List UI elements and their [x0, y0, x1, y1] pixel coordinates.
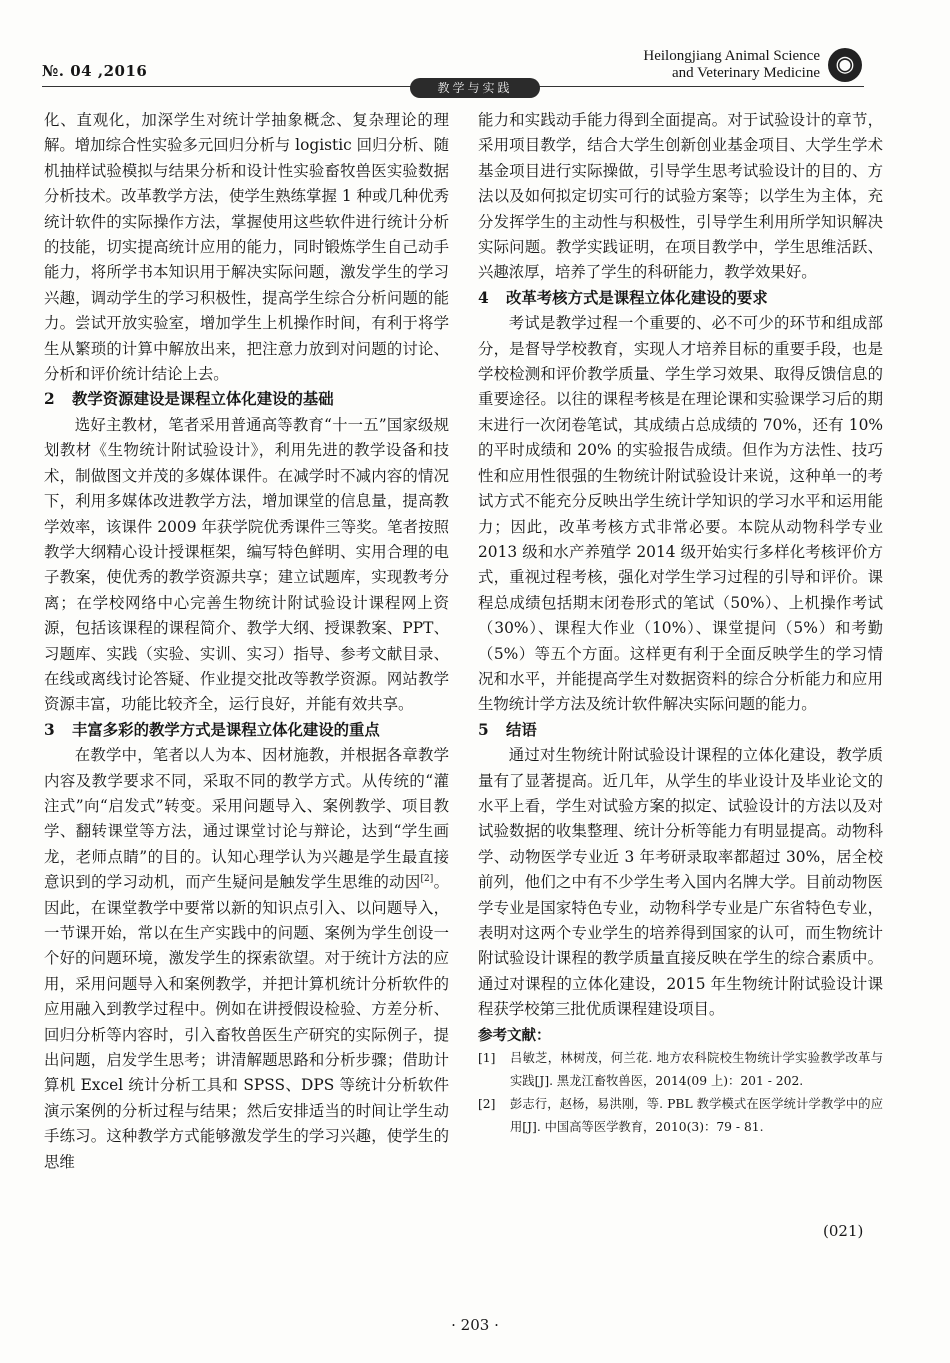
section-label: 教学与实践: [410, 78, 540, 98]
paragraph-text: 在教学中，笔者以人为本、因材施教，并根据各章教学内容及教学要求不同，采取不同的教学方式。从传统的“灌注式”向“启发式”转变。采用问题导入、案例教学、项目教学、翻转课堂等方法，通过课堂讨论与辩论，达到“学生画龙，老师点睛”的目的。认知心理学认为兴趣是学生最直接意识到的学习动机，而产生疑问是触发学生思维的动因: [44, 746, 449, 892]
section-heading-5: [478, 718, 883, 743]
paragraph: 能力和实践动手能力得到全面提高。对于试验设计的章节，采用项目教学，结合大学生创新创业基金项目、大学生学术基金项目进行实际操做，引导学生思考试验设计的目的、方法以及如何拟定切实可行的试验方案等；以学生为主体，充分发挥学生的主动性与积极性，引导学生利用所学知识解决实际问题。教学实践证明，在项目教学中，学生思维活跃、兴趣浓厚，培养了学生的科研能力，教学效果好。: [478, 111, 883, 282]
document-number: (021): [823, 1222, 864, 1240]
reference-number: [2]: [478, 1096, 496, 1111]
reference-text: 彭志行，赵杨，易洪刚，等. PBL 教学模式在医学统计学教学中的应用[J]. 中国高等医学教育，2010(3)：79 - 81.: [510, 1096, 883, 1134]
section-heading-4: [478, 286, 883, 311]
section-number: 2: [44, 390, 55, 409]
section-title: 教学资源建设是课程立体化建设的基础: [72, 390, 334, 409]
journal-logo-icon: ◉: [828, 48, 862, 82]
paragraph: 选好主教材，笔者采用普通高等教育“十一五”国家级规划教材《生物统计附试验设计》，利用先进的教学设备和技术，制做图文并茂的多媒体课件。在减学时不减内容的情况下，利用多媒体改进教学方法，增加课堂的信息量，提高教学效率，该课件 2009 年获学院优秀课件三等奖。笔者按照教学大纲精心设计授课框架，编写特色鲜明、实用合理的电子教案，使优秀的教学资源共享；建立试题库，实现教考分离；在学校网络中心完善生物统计附试验设计课程网上资源，包括该课程的课程简介、教学大纲、授课教案、PPT、习题库、实践（实验、实训、实习）指导、参考文献目录、在线或离线讨论答疑、作业提交批改等教学资源。网站教学资源丰富，功能比较齐全，运行良好，并能有效共享。: [44, 415, 449, 714]
section-heading-2: [44, 387, 449, 412]
paragraph: 化、直观化，加深学生对统计学抽象概念、复杂理论的理解。增加综合性实验多元回归分析与 logistic 回归分析、随机抽样试验模拟与结果分析和设计性实验畜牧兽医实验数据分析技术。改革教学方法，使学生熟练掌握 1 种或几种优秀统计软件的实际操作方法，掌握使用这些软件进行统计分析的技能，切实提高统计应用的能力，同时锻炼学生自己动手能力，将所学书本知识用于解决实际问题，激发学生的学习兴趣，调动学生的学习积极性，提高学生综合分析问题的能力。尝试开放实验室，增加学生上机操作时间，有利于将学生从繁琐的计算中解放出来，把注意力放到对问题的讨论、分析和评价统计结论上去。: [44, 111, 449, 384]
reference-item: [478, 1047, 883, 1093]
page-number: · 203 ·: [451, 1316, 499, 1334]
left-column: [44, 108, 449, 1175]
issue-number: №. 04 ,2016: [42, 62, 148, 80]
section-number: 5: [478, 720, 489, 739]
journal-name: [643, 48, 820, 82]
journal-name-line1: Heilongjiang Animal Science: [643, 48, 820, 64]
section-number: 3: [44, 720, 55, 739]
section-number: 4: [478, 288, 489, 307]
paragraph-text: 。因此，在课堂教学中要常以新的知识点引入、以问题导入，一节课开始，常以在生产实践中的问题、案例为学生创设一个好的问题环境，激发学生的探索欲望。对于统计方法的应用，采用问题导入和案例教学，并把计算机统计分析软件的应用融入到教学过程中。例如在讲授假设检验、方差分析、回归分析等内容时，引入畜牧兽医生产研究的实际例子，提出问题，启发学生思考；讲清解题思路和分析步骤；借助计算机 Excel 统计分析工具和 SPSS、DPS 等统计分析软件演示案例的分析过程与结果；然后安排适当的时间让学生动手练习。这种教学方式能够激发学生的学习兴趣，使学生的思维: [44, 873, 449, 1171]
references-heading: 参考文献：: [478, 1027, 551, 1044]
section-heading-3: [44, 718, 449, 743]
section-title: 结语: [506, 720, 537, 739]
section-title: 丰富多彩的教学方式是课程立体化建设的重点: [72, 720, 380, 739]
reference-number: [1]: [478, 1050, 496, 1065]
right-column: [478, 108, 883, 1139]
reference-text: 吕敏芝，林树茂，何兰花. 地方农科院校生物统计学实验教学改革与实践[J]. 黑龙江畜牧兽医，2014(09 上)：201 - 202.: [510, 1050, 883, 1088]
section-title: 改革考核方式是课程立体化建设的要求: [506, 288, 768, 307]
paragraph: 通过对生物统计附试验设计课程的立体化建设，教学质量有了显著提高。近几年，从学生的毕业设计及毕业论文的水平上看，学生对试验方案的拟定、试验设计的方法以及对试验数据的收集整理、统计分析等能力有明显提高。动物科学、动物医学专业近 3 年考研录取率都超过 30%，居全校前列，他们之中有不少学生考入国内名牌大学。目前动物医学专业是国家特色专业，动物科学专业是广东省特色专业，表明对这两个专业学生的培养得到国家的认可，而生物统计附试验设计课程的教学质量直接反映在学生的综合素质中。通过对课程的立体化建设，2015 年生物统计附试验设计课程获学校第三批优质课程建设项目。: [478, 746, 883, 1019]
citation-marker: [2]: [420, 874, 434, 885]
paragraph: [44, 743, 449, 1175]
journal-name-line2: and Veterinary Medicine: [671, 65, 820, 81]
paragraph: 考试是教学过程一个重要的、必不可少的环节和组成部分，是督导学校教育，实现人才培养目标的重要手段，也是学校检测和评价教学质量、学生学习效果、取得反馈信息的重要途径。以往的课程考核是在理论课和实验课学习后的期末进行一次闭卷笔试，其成绩占总成绩的 70%，还有 10% 的平时成绩和 20% 的实验报告成绩。但作为方法性、技巧性和应用性很强的生物统计附试验设计来说，这种单一的考试方式不能充分反映出学生统计学知识的学习水平和运用能力；因此，改革考核方式非常必要。本院从动物科学专业 2013 级和水产养殖学 2014 级开始实行多样化考核评价方式，重视过程考核，强化对学生学习过程的引导和评价。课程总成绩包括期末闭卷形式的笔试（50%）、上机操作考试（30%）、课程大作业（10%）、课堂提问（5%）和考勤（5%）等五个方面。这样更有利于全面反映学生的学习情况和水平，并能提高学生对数据资料的综合分析能力和应用生物统计学方法及统计软件解决实际问题的能力。: [478, 314, 883, 714]
reference-item: [478, 1093, 883, 1139]
